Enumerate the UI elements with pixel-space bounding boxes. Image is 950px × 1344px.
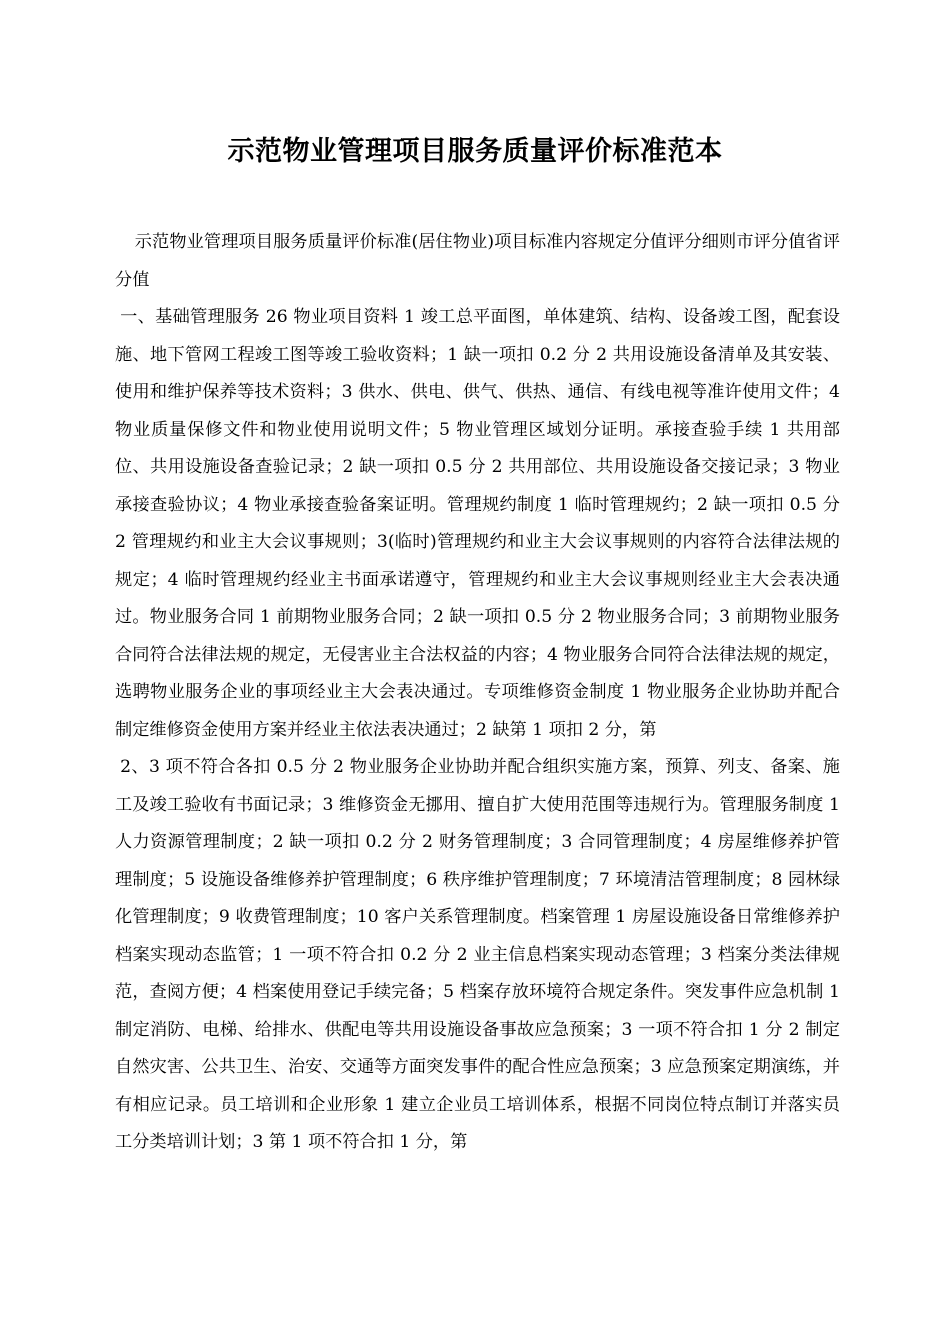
paragraph-basic-management: 一、基础管理服务 26 物业项目资料 1 竣工总平面图，单体建筑、结构、设备竣工图，配套设施、地下管网工程竣工图等竣工验收资料；1 缺一项扣 0.2 分 2 共用设施设备清单及其安装、使用和维护保养等技术资料；3 供水、供电、供气、供热、通信、有线电视等准许使用文件；4 物业质量保修文件和物业使用说明文件；5 物业管理区域划分证明。承接查验手续 1 共用部位、共用设施设备查验记录；2 缺一项扣 0.5 分 2 共用部位、共用设施设备交接记录；3 物业承接查验协议；4 物业承接查验备案证明。管理规约制度 1 临时管理规约；2 缺一项扣 0.5 分 2 管理规约和业主大会议事规则；3(临时)管理规约和业主大会议事规则的内容符合法律法规的规定；4 临时管理规约经业主书面承诺遵守，管理规约和业主大会议事规则经业主大会表决通过。物业服务合同 1 前期物业服务合同；2 缺一项扣 0.5 分 2 物业服务合同；3 前期物业服务合同符合法律法规的规定，无侵害业主合法权益的内容；4 物业服务合同符合法律法规的规定，选聘物业服务企业的事项经业主大会表决通过。专项维修资金制度 1 物业服务企业协助并配合制定维修资金使用方案并经业主依法表决通过；2 缺第 1 项扣 2 分，第 bbox=[115, 307, 840, 740]
paragraph-continued-criteria: 2、3 项不符合各扣 0.5 分 2 物业服务企业协助并配合组织实施方案，预算、列支、备案、施工及竣工验收有书面记录；3 维修资金无挪用、擅自扩大使用范围等违规行为。管理服务制度 1 人力资源管理制度；2 缺一项扣 0.2 分 2 财务管理制度；3 合同管理制度；4 房屋维修养护管理制度；5 设施设备维修养护管理制度；6 秩序维护管理制度；7 环境清洁管理制度；8 园林绿化管理制度；9 收费管理制度；10 客户关系管理制度。档案管理 1 房屋设施设备日常维修养护档案实现动态监管；1 一项不符合扣 0.2 分 2 业主信息档案实现动态管理；3 档案分类法律规范，查阅方便；4 档案使用登记手续完备；5 档案存放环境符合规定条件。突发事件应急机制 1 制定消防、电梯、给排水、供配电等共用设施设备事故应急预案；3 一项不符合扣 1 分 2 制定自然灾害、公共卫生、治安、交通等方面突发事件的配合性应急预案；3 应急预案定期演练，并有相应记录。员工培训和企业形象 1 建立企业员工培训体系，根据不同岗位特点制订并落实员工分类培训计划；3 第 1 项不符合扣 1 分，第 bbox=[115, 757, 840, 1152]
document-body bbox=[115, 224, 840, 1162]
paragraph-intro: 示范物业管理项目服务质量评价标准(居住物业)项目标准内容规定分值评分细则市评分值省评分值 bbox=[115, 232, 840, 290]
document-title: 示范物业管理项目服务质量评价标准范本 bbox=[227, 136, 723, 167]
